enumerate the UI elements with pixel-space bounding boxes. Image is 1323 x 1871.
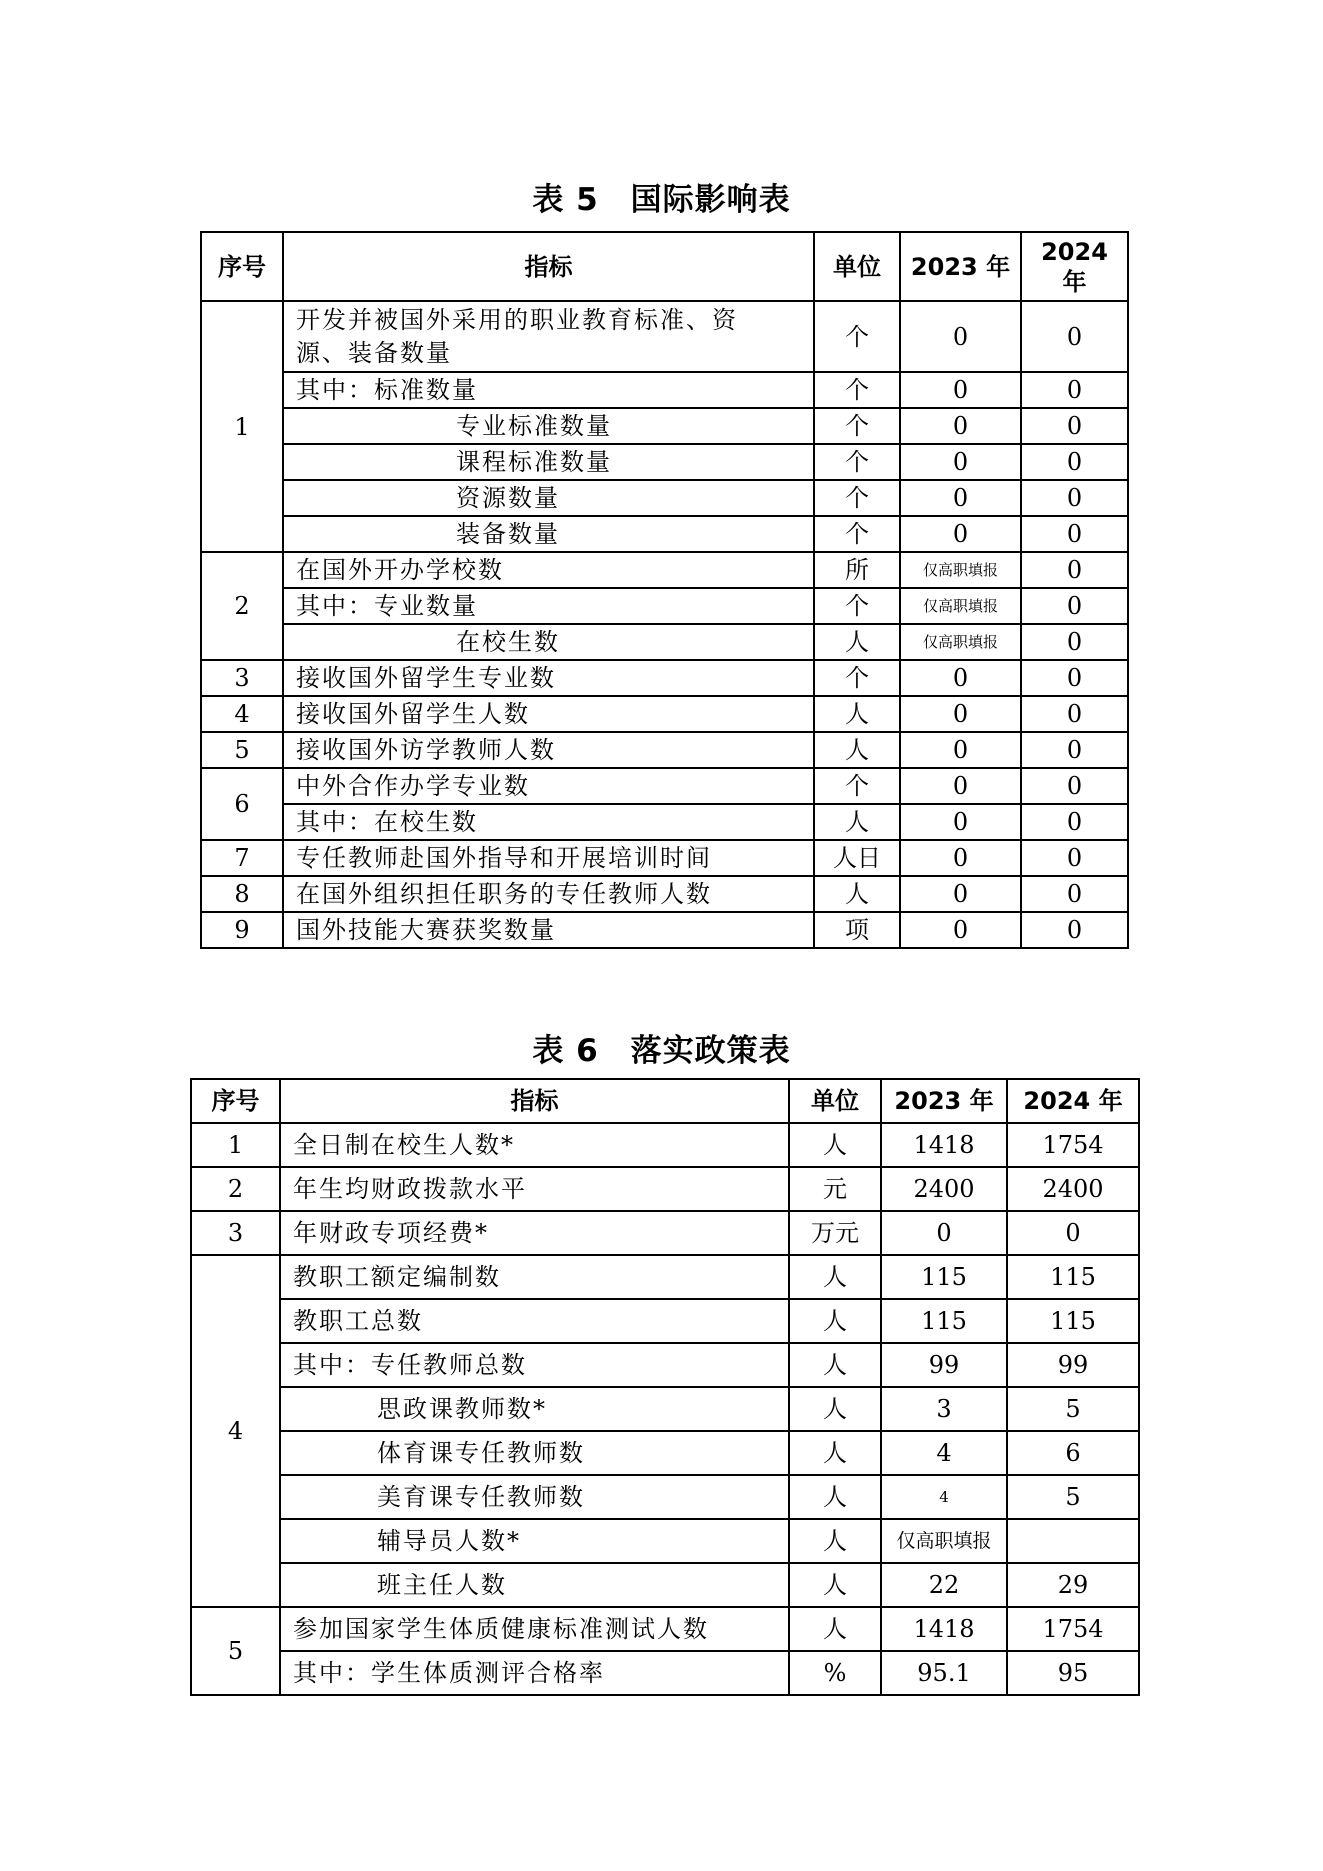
row-value-2023: 0 [900, 516, 1021, 552]
row-indicator: 其中：专任教师总数 [280, 1343, 789, 1387]
row-value-2023: 2400 [881, 1167, 1007, 1211]
table-row [191, 1563, 1139, 1607]
row-indicator: 接收国外留学生专业数 [283, 660, 814, 696]
row-value-2024: 115 [1007, 1299, 1139, 1343]
table-row [201, 408, 1128, 444]
table-row [201, 696, 1128, 732]
row-value-2023: 4 [881, 1431, 1007, 1475]
table-row [201, 588, 1128, 624]
row-unit: 人 [789, 1607, 881, 1651]
row-indicator: 接收国外留学生人数 [283, 696, 814, 732]
row-value-2024: 0 [1021, 480, 1128, 516]
table-row [191, 1651, 1139, 1695]
row-unit: 人 [789, 1519, 881, 1563]
row-unit: 个 [814, 301, 900, 372]
row-value-2023: 仅高职填报 [881, 1519, 1007, 1563]
row-value-2023: 3 [881, 1387, 1007, 1431]
row-value-2023: 0 [900, 912, 1021, 948]
row-indicator: 体育课专任教师数 [280, 1431, 789, 1475]
row-unit: 个 [814, 480, 900, 516]
row-indicator: 专业标准数量 [283, 408, 814, 444]
row-unit: 人 [789, 1431, 881, 1475]
row-value-2023: 99 [881, 1343, 1007, 1387]
row-value-2023: 0 [900, 444, 1021, 480]
row-indicator: 辅导员人数* [280, 1519, 789, 1563]
header-unit: 单位 [814, 232, 900, 301]
row-value-2023: 95.1 [881, 1651, 1007, 1695]
row-unit: 个 [814, 516, 900, 552]
row-value-2024: 5 [1007, 1387, 1139, 1431]
international-influence-table [200, 231, 1129, 949]
row-indicator: 年财政专项经费* [280, 1211, 789, 1255]
row-seq: 6 [201, 768, 283, 840]
row-value-2024: 0 [1021, 660, 1128, 696]
row-value-2024: 99 [1007, 1343, 1139, 1387]
table-row [201, 552, 1128, 588]
row-value-2023: 1418 [881, 1123, 1007, 1167]
row-seq: 3 [201, 660, 283, 696]
row-seq: 1 [191, 1123, 280, 1167]
row-seq: 8 [201, 876, 283, 912]
row-seq: 2 [201, 552, 283, 660]
row-value-2023: 0 [900, 840, 1021, 876]
table-row [201, 876, 1128, 912]
table-row [191, 1431, 1139, 1475]
row-seq: 9 [201, 912, 283, 948]
row-unit: 个 [814, 588, 900, 624]
table-row [201, 372, 1128, 408]
row-value-2024: 0 [1007, 1211, 1139, 1255]
row-unit: 人 [814, 732, 900, 768]
table-row [201, 768, 1128, 804]
row-value-2024: 5 [1007, 1475, 1139, 1519]
row-indicator: 在国外组织担任职务的专任教师人数 [283, 876, 814, 912]
table-header-row [191, 1079, 1139, 1123]
table-row [201, 480, 1128, 516]
header-2024: 2024 年 [1007, 1079, 1139, 1123]
row-value-2023: 0 [881, 1211, 1007, 1255]
row-value-2024: 0 [1021, 696, 1128, 732]
row-unit: 人 [789, 1123, 881, 1167]
table-row [191, 1519, 1139, 1563]
row-indicator: 其中：在校生数 [283, 804, 814, 840]
table-header-row [201, 232, 1128, 301]
row-indicator: 全日制在校生人数* [280, 1123, 789, 1167]
row-unit: 人 [814, 624, 900, 660]
header-2023: 2023 年 [900, 232, 1021, 301]
table6-caption: 表 6 落实政策表 [532, 1033, 791, 1069]
row-value-2023: 仅高职填报 [900, 624, 1021, 660]
row-value-2023: 0 [900, 696, 1021, 732]
row-value-2024: 6 [1007, 1431, 1139, 1475]
row-unit: 人 [789, 1299, 881, 1343]
row-value-2023: 0 [900, 372, 1021, 408]
row-indicator: 课程标准数量 [283, 444, 814, 480]
header-indicator: 指标 [283, 232, 814, 301]
row-indicator: 年生均财政拨款水平 [280, 1167, 789, 1211]
row-value-2024: 29 [1007, 1563, 1139, 1607]
row-unit: % [789, 1651, 881, 1695]
table-row [191, 1387, 1139, 1431]
row-value-2023: 115 [881, 1255, 1007, 1299]
row-unit: 元 [789, 1167, 881, 1211]
table5-caption: 表 5 国际影响表 [532, 182, 791, 218]
row-value-2024: 1754 [1007, 1607, 1139, 1651]
row-value-2023: 0 [900, 804, 1021, 840]
row-value-2024: 0 [1021, 372, 1128, 408]
row-indicator: 资源数量 [283, 480, 814, 516]
row-unit: 个 [814, 768, 900, 804]
row-indicator: 思政课教师数* [280, 1387, 789, 1431]
row-value-2024: 0 [1021, 301, 1128, 372]
row-value-2024: 0 [1021, 804, 1128, 840]
row-seq: 3 [191, 1211, 280, 1255]
row-unit: 个 [814, 408, 900, 444]
row-unit: 人 [789, 1387, 881, 1431]
row-indicator: 其中：学生体质测评合格率 [280, 1651, 789, 1695]
header-2024: 2024 年 [1021, 232, 1128, 301]
table-row [191, 1475, 1139, 1519]
table-row [201, 804, 1128, 840]
row-indicator: 在国外开办学校数 [283, 552, 814, 588]
row-indicator: 装备数量 [283, 516, 814, 552]
row-indicator: 在校生数 [283, 624, 814, 660]
row-value-2023: 1418 [881, 1607, 1007, 1651]
row-value-2023: 4 [881, 1475, 1007, 1519]
row-indicator: 专任教师赴国外指导和开展培训时间 [283, 840, 814, 876]
row-unit: 个 [814, 444, 900, 480]
row-value-2023: 仅高职填报 [900, 552, 1021, 588]
row-value-2024: 115 [1007, 1255, 1139, 1299]
row-seq: 1 [201, 301, 283, 552]
row-value-2024: 0 [1021, 408, 1128, 444]
row-unit: 人日 [814, 840, 900, 876]
table-row [191, 1211, 1139, 1255]
table-row [201, 301, 1128, 372]
row-seq: 5 [191, 1607, 280, 1695]
row-value-2024: 0 [1021, 876, 1128, 912]
row-unit: 所 [814, 552, 900, 588]
header-seq: 序号 [201, 232, 283, 301]
table-row [201, 840, 1128, 876]
row-unit: 人 [814, 696, 900, 732]
row-value-2024: 0 [1021, 840, 1128, 876]
row-value-2023: 仅高职填报 [900, 588, 1021, 624]
row-value-2024: 95 [1007, 1651, 1139, 1695]
row-value-2024: 0 [1021, 768, 1128, 804]
row-indicator: 教职工总数 [280, 1299, 789, 1343]
row-indicator: 其中：专业数量 [283, 588, 814, 624]
row-unit: 人 [789, 1475, 881, 1519]
row-indicator: 班主任人数 [280, 1563, 789, 1607]
row-value-2023: 0 [900, 660, 1021, 696]
row-value-2023: 0 [900, 408, 1021, 444]
row-value-2023: 0 [900, 768, 1021, 804]
row-value-2023: 0 [900, 876, 1021, 912]
row-value-2024: 0 [1021, 552, 1128, 588]
row-seq: 2 [191, 1167, 280, 1211]
row-unit: 万元 [789, 1211, 881, 1255]
row-indicator: 国外技能大赛获奖数量 [283, 912, 814, 948]
row-value-2023: 0 [900, 301, 1021, 372]
row-unit: 个 [814, 660, 900, 696]
row-indicator: 中外合作办学专业数 [283, 768, 814, 804]
row-unit: 人 [789, 1255, 881, 1299]
row-value-2024: 2400 [1007, 1167, 1139, 1211]
row-unit: 人 [814, 876, 900, 912]
table-row [201, 516, 1128, 552]
row-value-2023: 0 [900, 732, 1021, 768]
row-value-2024: 0 [1021, 444, 1128, 480]
row-value-2024: 1754 [1007, 1123, 1139, 1167]
table-row [191, 1255, 1139, 1299]
table-row [201, 660, 1128, 696]
row-value-2024: 0 [1021, 516, 1128, 552]
row-seq: 5 [201, 732, 283, 768]
row-unit: 人 [789, 1343, 881, 1387]
table-row [201, 444, 1128, 480]
row-value-2023: 115 [881, 1299, 1007, 1343]
table-row [191, 1167, 1139, 1211]
row-unit: 人 [789, 1563, 881, 1607]
row-indicator: 开发并被国外采用的职业教育标准、资源、装备数量 [283, 301, 814, 372]
row-unit: 人 [814, 804, 900, 840]
table-row [191, 1607, 1139, 1651]
header-unit: 单位 [789, 1079, 881, 1123]
row-value-2023: 22 [881, 1563, 1007, 1607]
table-row [201, 912, 1128, 948]
row-seq: 4 [201, 696, 283, 732]
row-value-2024: 0 [1021, 912, 1128, 948]
header-seq: 序号 [191, 1079, 280, 1123]
row-seq: 4 [191, 1255, 280, 1607]
row-value-2024: 0 [1021, 732, 1128, 768]
row-unit: 项 [814, 912, 900, 948]
row-indicator: 参加国家学生体质健康标准测试人数 [280, 1607, 789, 1651]
row-indicator: 其中：标准数量 [283, 372, 814, 408]
table-row [201, 732, 1128, 768]
table-row [191, 1299, 1139, 1343]
policy-implementation-table [190, 1078, 1140, 1696]
row-indicator: 接收国外访学教师人数 [283, 732, 814, 768]
header-2023: 2023 年 [881, 1079, 1007, 1123]
row-indicator: 教职工额定编制数 [280, 1255, 789, 1299]
row-indicator: 美育课专任教师数 [280, 1475, 789, 1519]
table-row [201, 624, 1128, 660]
table-row [191, 1123, 1139, 1167]
header-indicator: 指标 [280, 1079, 789, 1123]
row-value-2024: 0 [1021, 588, 1128, 624]
row-seq: 7 [201, 840, 283, 876]
row-value-2023: 0 [900, 480, 1021, 516]
table-row [191, 1343, 1139, 1387]
row-unit: 个 [814, 372, 900, 408]
row-value-2024 [1007, 1519, 1139, 1563]
row-value-2024: 0 [1021, 624, 1128, 660]
